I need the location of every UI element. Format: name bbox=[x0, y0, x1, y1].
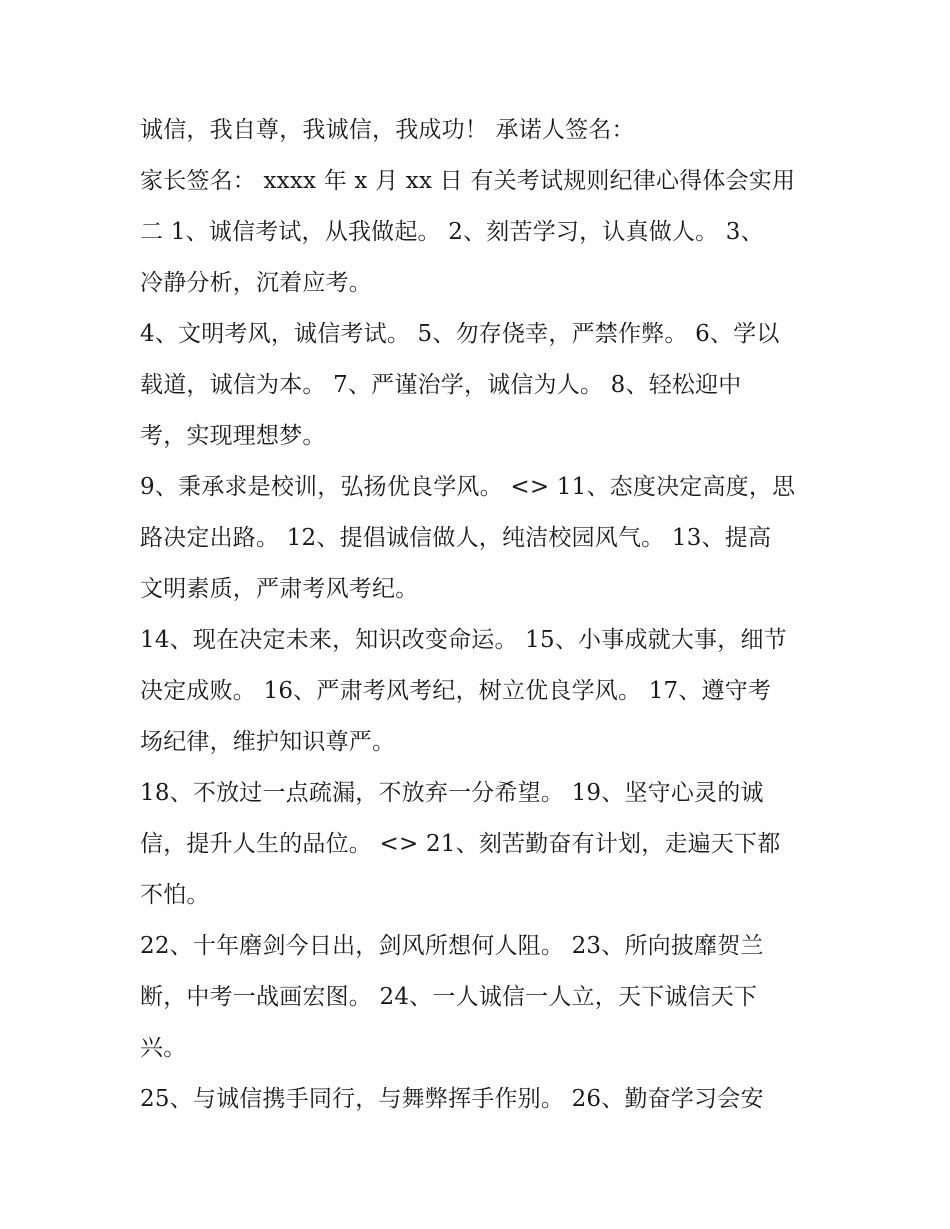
text-line: 信，提升人生的品位。 <> 21、刻苦勤奋有计划，走遍天下都 bbox=[140, 831, 781, 857]
text-line: 14、现在决定未来，知识改变命运。 15、小事成就大事，细节 bbox=[140, 627, 787, 653]
text-line: 诚信，我自尊，我诚信，我成功！ 承诺人签名： bbox=[140, 117, 635, 143]
text-line: 4、文明考风，诚信考试。 5、勿存侥幸，严禁作弊。 6、学以 bbox=[140, 321, 780, 347]
text-line: 兴。 bbox=[140, 1035, 187, 1061]
text-line: 考，实现理想梦。 bbox=[140, 423, 326, 449]
text-line: 9、秉承求是校训，弘扬优良学风。 <> 11、态度决定高度，思 bbox=[140, 474, 796, 500]
text-line: 不怕。 bbox=[140, 882, 210, 908]
text-line: 载道，诚信为本。 7、严谨治学，诚信为人。 8、轻松迎中 bbox=[140, 372, 742, 398]
text-line: 断，中考一战画宏图。 24、一人诚信一人立，天下诚信天下 bbox=[140, 984, 758, 1010]
text-line: 25、与诚信携手同行，与舞弊挥手作别。 26、勤奋学习会安 bbox=[140, 1086, 764, 1112]
document-body bbox=[140, 108, 830, 1128]
text-line: 文明素质，严肃考风考纪。 bbox=[140, 576, 419, 602]
text-line: 二 1、诚信考试，从我做起。 2、刻苦学习，认真做人。 3、 bbox=[140, 219, 764, 245]
text-line: 22、十年磨剑今日出，剑风所想何人阻。 23、所向披靡贺兰 bbox=[140, 933, 764, 959]
text-line: 决定成败。 16、严肃考风考纪，树立优良学风。 17、遵守考 bbox=[140, 678, 772, 704]
text-line: 路决定出路。 12、提倡诚信做人，纯洁校园风气。 13、提高 bbox=[140, 525, 772, 551]
text-line: 家长签名： xxxx 年 x 月 xx 日 有关考试规则纪律心得体会实用 bbox=[140, 168, 796, 194]
text-line: 冷静分析，沉着应考。 bbox=[140, 270, 372, 296]
text-line: 18、不放过一点疏漏，不放弃一分希望。 19、坚守心灵的诚 bbox=[140, 780, 764, 806]
text-line: 场纪律，维护知识尊严。 bbox=[140, 729, 396, 755]
